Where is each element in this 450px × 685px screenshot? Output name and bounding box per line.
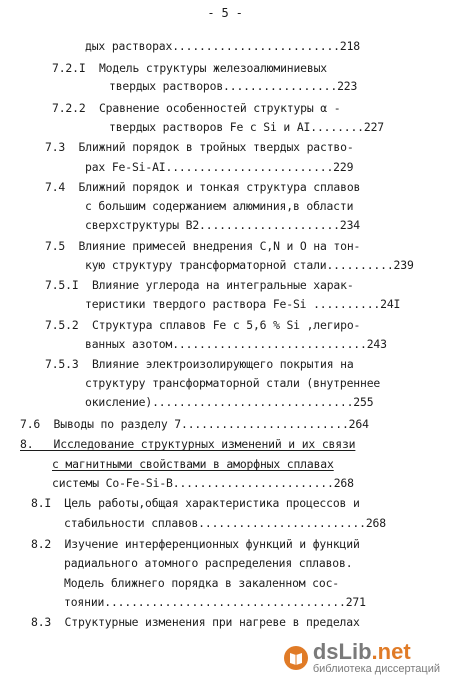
toc-line: системы Co-Fe-Si-B........................268 bbox=[52, 476, 354, 490]
toc-line: сверхструктуры В2.....................234 bbox=[85, 218, 361, 232]
toc-line: 7.6 Выводы по разделу 7.........................264 bbox=[20, 417, 369, 431]
toc-line: 7.2.2 Сравнение особенностей структуры α - bbox=[52, 101, 341, 115]
section-heading: с магнитными свойствами в аморфных сплавах bbox=[52, 457, 334, 471]
watermark-brand: dsLib.net bbox=[312, 639, 411, 664]
toc-line: ванных азотом.............................243 bbox=[85, 337, 387, 351]
toc-line: окисление)..............................255 bbox=[85, 395, 374, 409]
watermark-caption: библиотека диссертаций bbox=[312, 663, 440, 675]
toc-line: теристики твердого раствора Fe-Si ..........24I bbox=[85, 297, 401, 311]
book-logo-icon bbox=[283, 645, 309, 671]
page-number: - 5 - bbox=[207, 6, 243, 20]
toc-line: твердых растворов.................223 bbox=[109, 79, 358, 93]
toc-line: структуру трансформаторной стали (внутреннее bbox=[85, 376, 381, 390]
toc-line: кую структуру трансформаторной стали..........239 bbox=[85, 258, 414, 272]
watermark bbox=[283, 641, 440, 675]
toc-line: 7.5 Влияние примесей внедрения С,N и O на тон- bbox=[45, 239, 361, 253]
toc-line: 7.5.3 Влияние электроизолирующего покрытия на bbox=[45, 357, 354, 371]
toc-line: 7.5.2 Структура сплавов Fe c 5,6 % Si ,легиро- bbox=[45, 318, 361, 332]
toc-line: радиального атомного распределения сплавов. bbox=[64, 556, 353, 570]
toc-line: тоянии....................................271 bbox=[64, 595, 366, 609]
toc-line: Модель ближнего порядка в закаленном сос- bbox=[64, 576, 340, 590]
toc-line: дых растворах.........................218 bbox=[85, 39, 361, 53]
toc-line: с большим содержанием алюминия,в области bbox=[85, 199, 354, 213]
toc-line: рах Fe-Si-AI.........................229 bbox=[85, 160, 354, 174]
toc-line: стабильности сплавов.........................268 bbox=[64, 516, 386, 530]
toc-line: 7.2.I Модель структуры железоалюминиевых bbox=[52, 61, 328, 75]
toc-line: твердых растворов Fe c Si и AI........227 bbox=[109, 120, 385, 134]
toc-line: 8.3 Структурные изменения при нагреве в пределах bbox=[31, 615, 360, 629]
toc-line: 8.I Цель работы,общая характеристика процессов и bbox=[31, 496, 360, 510]
section-heading: 8. Исследование структурных изменений и их связи bbox=[20, 437, 356, 451]
toc-line: 7.3 Ближний порядок в тройных твердых раство- bbox=[45, 140, 354, 154]
toc-line: 7.5.I Влияние углерода на интегральные харак- bbox=[45, 278, 354, 292]
toc-line: 8.2 Изучение интерференционных функций и функций bbox=[31, 537, 360, 551]
toc-line: 7.4 Ближний порядок и тонкая структура сплавов bbox=[45, 180, 361, 194]
